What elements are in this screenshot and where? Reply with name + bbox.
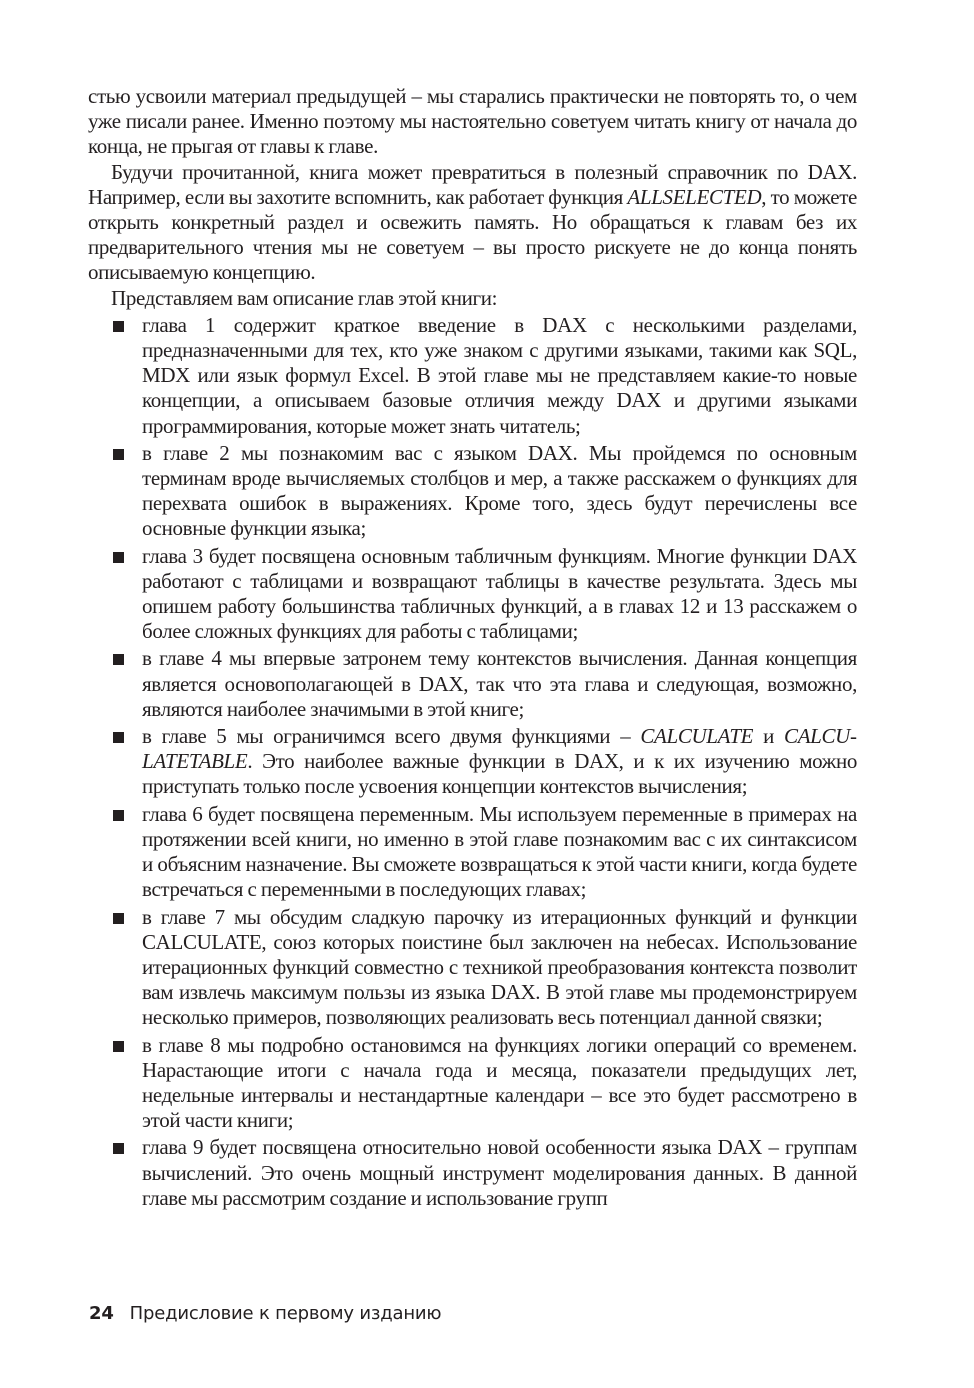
running-title: Предисловие к первому изданию bbox=[129, 1303, 442, 1324]
list-item-text: глава 1 содержит краткое введение в DAX с несколькими разделами, предназначенными для тех, кто уже знаком с другими языками, такими как SQL, MDX или язык формул Excel. В этой главе мы не представляем какие-то новые концепции, а описываем базовые отличия между DAX и другими языками программирования, которые может знать читатель; bbox=[142, 312, 857, 438]
list-item-text: глава 6 будет посвящена переменным. Мы используем переменные в примерах на протяжении всей книги, но именно в этой главе познакомим вас с их синтаксисом и объясним назначение. Вы сможете возвращаться к этой части книги, когда будете встречаться с переменными в последующих главах; bbox=[142, 801, 857, 902]
list-item-text: . Это наиболее важные функции в DAX, и к их изучению можно приступать только после усвоения концепции контекстов вычисления; bbox=[142, 749, 857, 799]
list-item-text: в главе 7 мы обсудим сладкую парочку из итерационных функций и функции CALCULATE, союз которых поистине был заключен на небесах. Использование итерационных функций совместно с техникой преобразования контекста позволит вам извлечь максимум пользы из языка DAX. В этой главе мы продемонстрируем несколько примеров, позволяющих реализовать весь потенциал данной связки; bbox=[142, 904, 857, 1030]
paragraph-chapters-intro: Представляем вам описание глав этой книги: bbox=[111, 285, 498, 310]
square-bullet-icon bbox=[113, 732, 124, 743]
list-item-chapter-3 bbox=[88, 544, 857, 645]
function-name-calculate: CALCULATE bbox=[640, 724, 754, 749]
page-body bbox=[88, 84, 857, 1211]
list-item-chapter-2 bbox=[88, 441, 857, 542]
list-item-chapter-9 bbox=[88, 1135, 857, 1211]
square-bullet-icon bbox=[113, 552, 124, 563]
list-item-chapter-1 bbox=[88, 313, 857, 439]
list-item-chapter-6 bbox=[88, 802, 857, 903]
square-bullet-icon bbox=[113, 810, 124, 821]
text-run: , то можете открыть конкретный раздел и освежить память. Но обращаться к главам без их предварительного чтения мы не советуем – вы просто рискуете не до конца понять описываемую концепцию. bbox=[88, 184, 857, 285]
page-number: 24 bbox=[89, 1303, 114, 1324]
square-bullet-icon bbox=[113, 449, 124, 460]
square-bullet-icon bbox=[113, 1143, 124, 1154]
list-item-text: и bbox=[753, 724, 785, 749]
list-item-chapter-4 bbox=[88, 646, 857, 722]
square-bullet-icon bbox=[113, 654, 124, 665]
text-run: Будучи прочитанной, книга может превратиться в полезный справочник по DAX. Например, если вы захотите вспомнить, как работает функция bbox=[88, 159, 857, 209]
list-item-text: в главе 5 мы ограничимся всего двумя функциями – bbox=[142, 724, 641, 749]
list-item-text: глава 3 будет посвящена основным табличным функциям. Многие функции DAX работают с таблицами и возвращают таблицы в качестве результата. Здесь мы опишем работу большинства табличных функций, а в главах 12 и 13 расскажем о более сложных функциях для работы с таблицами; bbox=[142, 543, 857, 644]
list-item-chapter-8 bbox=[88, 1033, 857, 1134]
square-bullet-icon bbox=[113, 913, 124, 924]
chapter-list bbox=[88, 313, 857, 1211]
list-item-text: в главе 2 мы познакомим вас с языком DAX. Мы пройдемся по основным терминам вроде вычисляемых столбцов и мер, а также расскажем о функциях для перехвата ошибок в выражениях. Кроме того, здесь будут перечислены все основные функции языка; bbox=[142, 440, 857, 541]
list-item-text: глава 9 будет посвящена относительно новой особенности языка DAX – группам вычислений. Это очень мощный инструмент моделирования данных. В данной главе мы рассмотрим создание и использование групп bbox=[142, 1135, 857, 1210]
page-footer bbox=[89, 1303, 441, 1324]
list-item-chapter-5 bbox=[88, 724, 857, 800]
function-name-calculatetable: CALCULATETABLE bbox=[142, 724, 857, 774]
list-item-text: в главе 4 мы впервые затронем тему контекстов вычисления. Данная концепция является основополагающей в DAX, так что эта глава и следующая, возможно, являются наиболее значимыми в этой книге; bbox=[142, 646, 857, 721]
paragraph-continued: стью усвоили материал предыдущей – мы старались практически не повторять то, о чем уже писали ранее. Именно поэтому мы настоятельно советуем читать книгу от начала до конца, не прыгая от главы к главе. bbox=[88, 84, 857, 159]
square-bullet-icon bbox=[113, 321, 124, 332]
function-name-allselected: ALLSELECTED bbox=[627, 184, 762, 209]
square-bullet-icon bbox=[113, 1041, 124, 1052]
paragraph-reference bbox=[88, 160, 857, 286]
list-item-chapter-7 bbox=[88, 905, 857, 1031]
list-item-text: в главе 8 мы подробно остановимся на функциях логики операций со временем. Нарастающие итоги с начала года и месяца, показатели предыдущих лет, недельные интервалы и нестандартные календари – все это будет рассмотрено в этой части книги; bbox=[142, 1032, 857, 1133]
